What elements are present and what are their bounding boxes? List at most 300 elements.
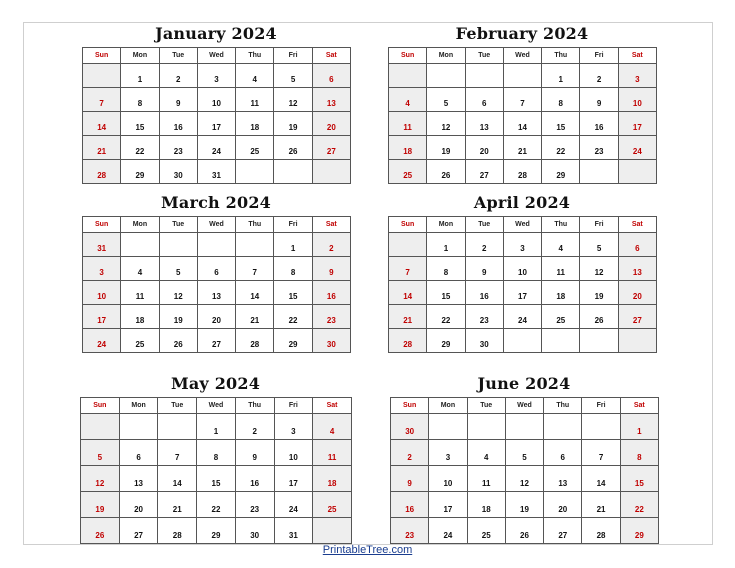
week-row <box>391 518 659 544</box>
day-cell <box>274 329 312 353</box>
day-number: 16 <box>326 292 336 301</box>
day-cell <box>618 160 656 184</box>
day-number: 19 <box>288 123 298 132</box>
day-number: 11 <box>481 479 491 488</box>
day-cell <box>427 160 465 184</box>
day-number: 22 <box>288 316 298 325</box>
day-cell <box>580 64 618 88</box>
day-cell <box>580 112 618 136</box>
day-number: 29 <box>135 171 145 180</box>
day-cell <box>465 64 503 88</box>
day-cell <box>580 257 618 281</box>
day-cell <box>505 440 543 466</box>
day-cell <box>391 518 429 544</box>
day-cell <box>236 160 274 184</box>
day-cell <box>159 136 197 160</box>
day-cell <box>582 414 620 440</box>
week-row <box>83 136 351 160</box>
day-cell <box>427 257 465 281</box>
day-cell <box>503 160 541 184</box>
weekday-header-fri: Fri <box>580 217 618 233</box>
day-number: 29 <box>634 531 644 540</box>
day-number: 17 <box>212 123 221 132</box>
day-number: 12 <box>594 268 604 277</box>
day-number: 25 <box>327 505 337 514</box>
day-cell <box>81 518 120 544</box>
day-cell <box>119 492 158 518</box>
day-number: 15 <box>135 123 145 132</box>
day-cell <box>236 281 274 305</box>
day-number: 26 <box>594 316 604 325</box>
day-number: 20 <box>326 123 336 132</box>
month-table <box>388 47 657 184</box>
day-number: 13 <box>134 479 143 488</box>
day-cell <box>465 305 503 329</box>
day-cell <box>313 518 352 544</box>
day-number: 26 <box>288 147 298 156</box>
day-number: 13 <box>212 292 221 301</box>
day-cell <box>159 257 197 281</box>
day-cell <box>197 281 235 305</box>
weekday-header-fri: Fri <box>580 48 618 64</box>
day-number: 23 <box>479 316 489 325</box>
day-number: 8 <box>290 268 296 277</box>
day-number: 27 <box>558 531 568 540</box>
day-cell <box>391 440 429 466</box>
day-cell <box>83 88 121 112</box>
day-cell <box>158 466 197 492</box>
day-cell <box>313 440 352 466</box>
day-number: 10 <box>443 479 453 488</box>
day-cell <box>389 136 427 160</box>
week-row <box>83 88 351 112</box>
day-cell <box>312 233 350 257</box>
day-cell <box>274 64 312 88</box>
weekday-header-row <box>81 398 352 414</box>
week-row <box>389 233 657 257</box>
day-cell <box>159 281 197 305</box>
weekday-header-row <box>83 217 351 233</box>
day-number: 24 <box>212 147 221 156</box>
day-cell <box>197 257 235 281</box>
day-cell <box>391 492 429 518</box>
day-cell <box>620 492 658 518</box>
day-cell <box>159 112 197 136</box>
day-cell <box>121 64 159 88</box>
weekday-header-thu: Thu <box>542 48 580 64</box>
day-number: 19 <box>594 292 604 301</box>
day-cell <box>121 160 159 184</box>
weekday-header-sat: Sat <box>312 48 350 64</box>
month-table <box>82 47 351 184</box>
month-title: June 2024 <box>477 374 571 393</box>
day-cell <box>274 112 312 136</box>
day-cell <box>389 305 427 329</box>
day-cell <box>158 492 197 518</box>
day-cell <box>274 136 312 160</box>
week-row <box>389 257 657 281</box>
day-number: 20 <box>134 505 143 514</box>
day-cell <box>542 64 580 88</box>
day-cell <box>389 88 427 112</box>
day-cell <box>83 136 121 160</box>
day-cell <box>618 257 656 281</box>
weekday-header-mon: Mon <box>121 48 159 64</box>
day-number <box>619 180 656 183</box>
day-cell <box>197 112 235 136</box>
month-table <box>80 397 352 544</box>
day-cell <box>580 136 618 160</box>
day-cell <box>465 136 503 160</box>
day-number: 24 <box>632 147 642 156</box>
day-cell <box>542 136 580 160</box>
day-cell <box>236 112 274 136</box>
week-row <box>83 160 351 184</box>
day-number: 30 <box>479 340 489 349</box>
day-number: 8 <box>443 268 449 277</box>
day-cell <box>465 112 503 136</box>
day-number <box>619 349 656 352</box>
day-cell <box>580 160 618 184</box>
weekday-header-sun: Sun <box>391 398 429 414</box>
weekday-header-mon: Mon <box>427 217 465 233</box>
week-row <box>391 466 659 492</box>
day-number: 31 <box>288 531 298 540</box>
day-cell <box>582 466 620 492</box>
day-number: 22 <box>211 505 221 514</box>
day-number: 15 <box>556 123 566 132</box>
day-cell <box>312 64 350 88</box>
day-cell <box>274 257 312 281</box>
day-number: 14 <box>403 292 413 301</box>
day-number: 1 <box>637 427 642 436</box>
day-cell <box>505 492 543 518</box>
day-number: 12 <box>520 479 529 488</box>
weekday-header-row <box>389 217 657 233</box>
weekday-header-wed: Wed <box>503 217 541 233</box>
day-cell <box>503 257 541 281</box>
day-cell <box>119 414 158 440</box>
day-number: 22 <box>135 147 145 156</box>
day-cell <box>121 281 159 305</box>
month-title: March 2024 <box>161 193 271 212</box>
day-cell <box>505 466 543 492</box>
week-row <box>389 160 657 184</box>
day-number: 4 <box>405 99 410 108</box>
day-number: 15 <box>634 479 644 488</box>
weekday-header-thu: Thu <box>235 398 274 414</box>
day-number: 26 <box>173 340 183 349</box>
day-number: 24 <box>518 316 527 325</box>
day-cell <box>542 281 580 305</box>
day-cell <box>465 233 503 257</box>
weekday-header-thu: Thu <box>236 217 274 233</box>
week-row <box>389 136 657 160</box>
day-number: 10 <box>212 99 221 108</box>
day-cell <box>620 518 658 544</box>
day-cell <box>544 466 582 492</box>
week-row <box>81 492 352 518</box>
day-cell <box>427 136 465 160</box>
day-number: 4 <box>137 268 143 277</box>
day-number: 9 <box>329 268 334 277</box>
day-number: 14 <box>596 479 606 488</box>
day-cell <box>274 281 312 305</box>
day-cell <box>544 518 582 544</box>
day-cell <box>542 329 580 353</box>
month-table <box>390 397 659 544</box>
day-number: 3 <box>520 244 525 253</box>
day-number: 23 <box>326 316 336 325</box>
day-cell <box>235 518 274 544</box>
day-number: 29 <box>211 531 221 540</box>
weekday-header-fri: Fri <box>274 48 312 64</box>
day-number: 15 <box>441 292 451 301</box>
day-number: 11 <box>250 99 259 108</box>
day-cell <box>121 112 159 136</box>
day-cell <box>427 329 465 353</box>
day-cell <box>121 305 159 329</box>
day-number: 14 <box>172 479 182 488</box>
day-cell <box>542 233 580 257</box>
week-row <box>391 440 659 466</box>
day-number: 31 <box>97 244 107 253</box>
day-number: 21 <box>250 316 260 325</box>
day-number: 31 <box>212 171 221 180</box>
day-number: 12 <box>441 123 451 132</box>
day-number: 4 <box>483 453 489 462</box>
day-number: 3 <box>291 427 296 436</box>
day-cell <box>236 233 274 257</box>
day-cell <box>274 492 313 518</box>
day-cell <box>197 233 235 257</box>
week-row <box>389 305 657 329</box>
day-number: 6 <box>136 453 141 462</box>
day-cell <box>467 492 505 518</box>
day-number: 2 <box>481 244 487 253</box>
day-number: 10 <box>288 453 298 462</box>
day-cell <box>542 160 580 184</box>
day-cell <box>235 440 274 466</box>
day-number: 11 <box>403 123 412 132</box>
day-number <box>313 180 350 183</box>
weekday-header-fri: Fri <box>274 217 312 233</box>
day-number: 2 <box>329 244 334 253</box>
day-cell <box>159 88 197 112</box>
day-number: 9 <box>481 268 487 277</box>
week-row <box>83 233 351 257</box>
day-cell <box>81 440 120 466</box>
day-number: 8 <box>637 453 642 462</box>
day-cell <box>83 64 121 88</box>
day-number: 23 <box>594 147 604 156</box>
day-cell <box>544 414 582 440</box>
day-number <box>313 540 351 543</box>
day-cell <box>429 414 467 440</box>
day-cell <box>389 160 427 184</box>
day-number: 5 <box>443 99 449 108</box>
weekday-header-mon: Mon <box>427 48 465 64</box>
day-number: 6 <box>635 244 640 253</box>
day-cell <box>429 518 467 544</box>
day-number: 18 <box>403 147 413 156</box>
week-row <box>391 492 659 518</box>
day-number: 7 <box>252 268 257 277</box>
day-number: 23 <box>250 505 260 514</box>
day-number: 6 <box>214 268 219 277</box>
day-number: 25 <box>403 171 413 180</box>
weekday-header-fri: Fri <box>582 398 620 414</box>
day-cell <box>83 112 121 136</box>
day-number: 20 <box>632 292 642 301</box>
day-cell <box>83 233 121 257</box>
weekday-header-tue: Tue <box>467 398 505 414</box>
day-cell <box>580 88 618 112</box>
day-cell <box>544 440 582 466</box>
weekday-header-tue: Tue <box>159 48 197 64</box>
day-cell <box>618 329 656 353</box>
day-cell <box>429 466 467 492</box>
day-number: 27 <box>212 340 221 349</box>
day-cell <box>236 257 274 281</box>
day-number: 29 <box>441 340 451 349</box>
day-cell <box>159 233 197 257</box>
day-number: 24 <box>97 340 107 349</box>
month-title: April 2024 <box>473 193 571 212</box>
day-cell <box>429 492 467 518</box>
week-row <box>389 88 657 112</box>
day-number: 17 <box>443 505 453 514</box>
day-number: 1 <box>290 244 296 253</box>
day-number: 14 <box>250 292 260 301</box>
day-cell <box>313 466 352 492</box>
day-number: 19 <box>95 505 105 514</box>
day-number: 18 <box>135 316 145 325</box>
day-cell <box>389 233 427 257</box>
day-cell <box>465 88 503 112</box>
day-cell <box>81 414 120 440</box>
week-row <box>83 64 351 88</box>
day-number: 11 <box>556 268 565 277</box>
day-cell <box>427 233 465 257</box>
day-cell <box>618 281 656 305</box>
day-number: 15 <box>288 292 298 301</box>
day-cell <box>465 329 503 353</box>
day-cell <box>197 88 235 112</box>
day-number: 23 <box>405 531 415 540</box>
weekday-header-sat: Sat <box>620 398 658 414</box>
day-cell <box>274 305 312 329</box>
day-cell <box>582 518 620 544</box>
day-number: 19 <box>441 147 451 156</box>
day-cell <box>467 440 505 466</box>
week-row <box>81 518 352 544</box>
day-number: 21 <box>596 505 606 514</box>
weekday-header-mon: Mon <box>429 398 467 414</box>
day-number: 5 <box>175 268 181 277</box>
day-cell <box>503 64 541 88</box>
day-number: 7 <box>520 99 525 108</box>
day-cell <box>389 257 427 281</box>
day-number: 22 <box>556 147 566 156</box>
day-number: 10 <box>97 292 107 301</box>
day-cell <box>236 329 274 353</box>
day-number: 30 <box>405 427 415 436</box>
day-cell <box>389 64 427 88</box>
day-cell <box>159 329 197 353</box>
day-number: 5 <box>596 244 602 253</box>
day-number: 29 <box>288 340 298 349</box>
week-row <box>389 281 657 305</box>
weekday-header-sun: Sun <box>83 48 121 64</box>
day-number <box>580 349 617 352</box>
day-cell <box>503 233 541 257</box>
day-number: 13 <box>479 123 489 132</box>
footer-link[interactable]: PrintableTree.com <box>322 544 413 556</box>
day-number: 25 <box>481 531 491 540</box>
day-number: 27 <box>479 171 489 180</box>
day-number: 5 <box>290 75 296 84</box>
weekday-header-sat: Sat <box>618 217 656 233</box>
day-number: 13 <box>632 268 642 277</box>
day-cell <box>121 88 159 112</box>
weekday-header-tue: Tue <box>465 48 503 64</box>
day-number: 1 <box>137 75 143 84</box>
day-cell <box>197 329 235 353</box>
day-cell <box>620 414 658 440</box>
day-number: 21 <box>97 147 107 156</box>
weekday-header-row <box>391 398 659 414</box>
weekday-header-thu: Thu <box>542 217 580 233</box>
day-number: 27 <box>134 531 143 540</box>
day-number: 17 <box>518 292 527 301</box>
weekday-header-thu: Thu <box>236 48 274 64</box>
day-cell <box>197 440 236 466</box>
day-cell <box>158 414 197 440</box>
day-number: 28 <box>97 171 107 180</box>
day-cell <box>467 466 505 492</box>
day-number: 10 <box>632 99 642 108</box>
day-cell <box>503 112 541 136</box>
day-cell <box>274 233 312 257</box>
day-cell <box>235 466 274 492</box>
day-cell <box>618 305 656 329</box>
day-cell <box>274 414 313 440</box>
day-number: 3 <box>445 453 451 462</box>
day-number: 13 <box>558 479 568 488</box>
weekday-header-tue: Tue <box>465 217 503 233</box>
day-number: 15 <box>211 479 221 488</box>
day-cell <box>83 257 121 281</box>
day-number: 7 <box>99 99 104 108</box>
weekday-header-row <box>389 48 657 64</box>
day-number: 19 <box>520 505 529 514</box>
day-number: 25 <box>556 316 566 325</box>
day-number: 30 <box>326 340 336 349</box>
day-cell <box>121 257 159 281</box>
day-cell <box>236 64 274 88</box>
day-cell <box>236 88 274 112</box>
week-row <box>83 112 351 136</box>
day-number: 20 <box>558 505 568 514</box>
day-number: 16 <box>250 479 260 488</box>
day-number: 12 <box>95 479 105 488</box>
day-cell <box>427 88 465 112</box>
day-cell <box>618 136 656 160</box>
week-row <box>81 414 352 440</box>
day-cell <box>467 414 505 440</box>
day-number: 26 <box>441 171 451 180</box>
